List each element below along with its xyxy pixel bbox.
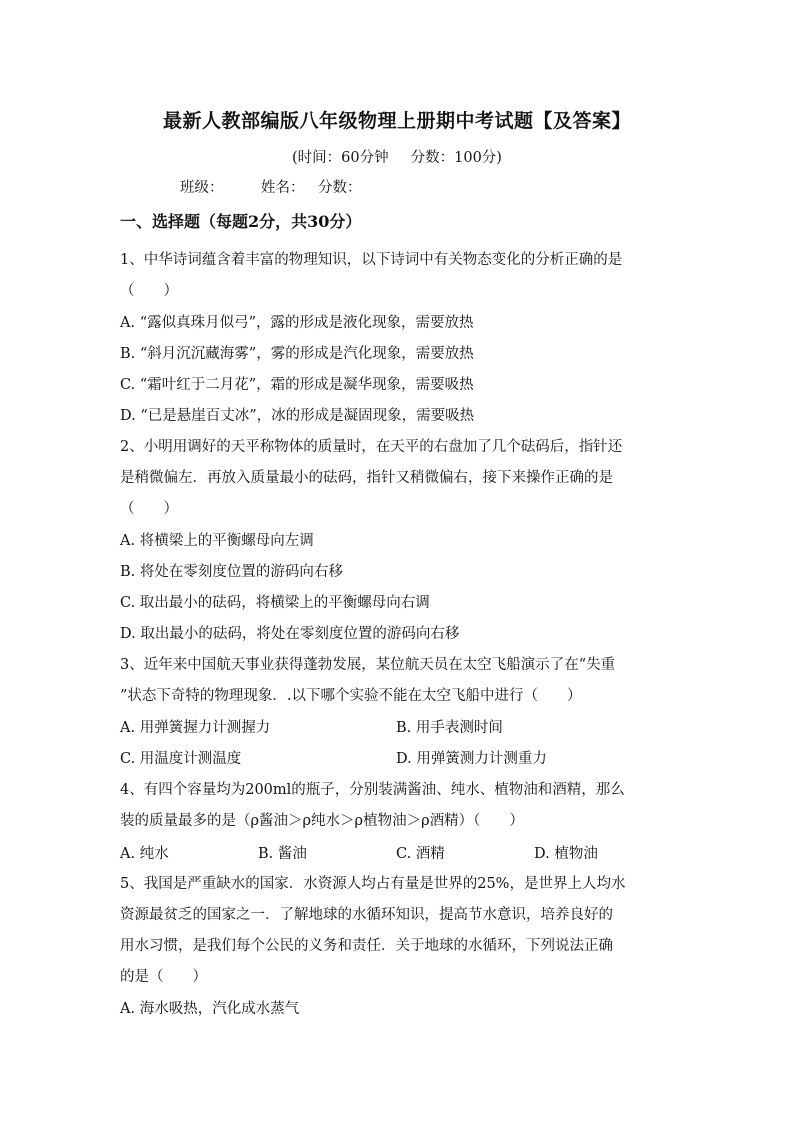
q2-stem-line: 2、小明用调好的天平称物体的质量时，在天平的右盘加了几个砝码后，指针还	[120, 439, 623, 455]
section-heading: 一、选择题（每题2分，共30分）	[120, 212, 362, 231]
q5-option-a: A. 海水吸热，汽化成水蒸气	[120, 1001, 300, 1017]
q1-stem-line: （ ）	[120, 283, 178, 299]
q4-option-a: A. 纯水	[120, 846, 169, 862]
q4-option-c: C. 酒精	[396, 846, 445, 862]
q1-option-b: B. “斜月沉沉藏海雾”，雾的形成是汽化现象，需要放热	[120, 346, 474, 362]
class-label: 班级：	[180, 180, 224, 196]
q5-stem-line: 的是（ ）	[120, 969, 207, 985]
score-label: 分数：	[318, 180, 362, 196]
q5-stem-line: 5、我国是严重缺水的国家．水资源人均占有量是世界的25%，是世界上人均水	[120, 876, 626, 892]
q1-option-d: D. “已是悬崖百丈冰”，冰的形成是凝固现象，需要吸热	[120, 408, 475, 424]
q3-stem-line: 3、近年来中国航天事业获得蓬勃发展，某位航天员在太空飞船演示了在“失重	[120, 657, 616, 673]
q2-option-b: B. 将处在零刻度位置的游码向右移	[120, 564, 343, 580]
q3-option-c: C. 用温度计测温度	[120, 751, 242, 767]
q4-option-b: B. 酱油	[258, 846, 307, 862]
q2-option-d: D. 取出最小的砝码，将处在零刻度位置的游码向右移	[120, 626, 460, 642]
q3-option-a: A. 用弹簧握力计测握力	[120, 720, 271, 736]
exam-time: (时间：60分钟	[292, 150, 389, 166]
q5-stem-line: 用水习惯，是我们每个公民的义务和责任．关于地球的水循环，下列说法正确	[120, 938, 613, 954]
page-title: 最新人教部编版八年级物理上册期中考试题【及答案】	[162, 110, 631, 132]
q3-option-d: D. 用弹簧测力计测重力	[396, 751, 547, 767]
q1-stem-line: 1、中华诗词蕴含着丰富的物理知识，以下诗词中有关物态变化的分析正确的是	[120, 252, 623, 268]
q4-option-d: D. 植物油	[534, 846, 598, 862]
q1-option-c: C. “霜叶红于二月花”，霜的形成是凝华现象，需要吸热	[120, 377, 474, 393]
q5-stem-line: 资源最贫乏的国家之一．了解地球的水循环知识，提高节水意识，培养良好的	[120, 907, 613, 923]
q4-stem-line: 4、有四个容量均为200ml的瓶子，分别装满酱油、纯水、植物油和酒精，那么	[120, 782, 625, 798]
q3-option-b: B. 用手表测时间	[396, 720, 503, 736]
q2-option-a: A. 将横梁上的平衡螺母向左调	[120, 533, 314, 549]
student-info	[180, 176, 362, 197]
q2-stem-line: 是稍微偏左．再放入质量最小的砝码，指针又稍微偏右，接下来操作正确的是	[120, 470, 613, 486]
q1-option-a: A. “露似真珠月似弓”，露的形成是液化现象，需要放热	[120, 315, 474, 331]
exam-info	[0, 146, 794, 167]
exam-total-score: 分数：100分)	[410, 150, 502, 166]
q3-stem-line: ”状态下奇特的物理现象．.以下哪个实验不能在太空飞船中进行（ ）	[120, 688, 582, 704]
q2-stem-line: （ ）	[120, 501, 178, 517]
q2-option-c: C. 取出最小的砝码，将横梁上的平衡螺母向右调	[120, 595, 430, 611]
q4-stem-line: 装的质量最多的是（ρ酱油＞ρ纯水＞ρ植物油＞ρ酒精）（ ）	[120, 813, 524, 829]
name-label: 姓名：	[261, 180, 305, 196]
